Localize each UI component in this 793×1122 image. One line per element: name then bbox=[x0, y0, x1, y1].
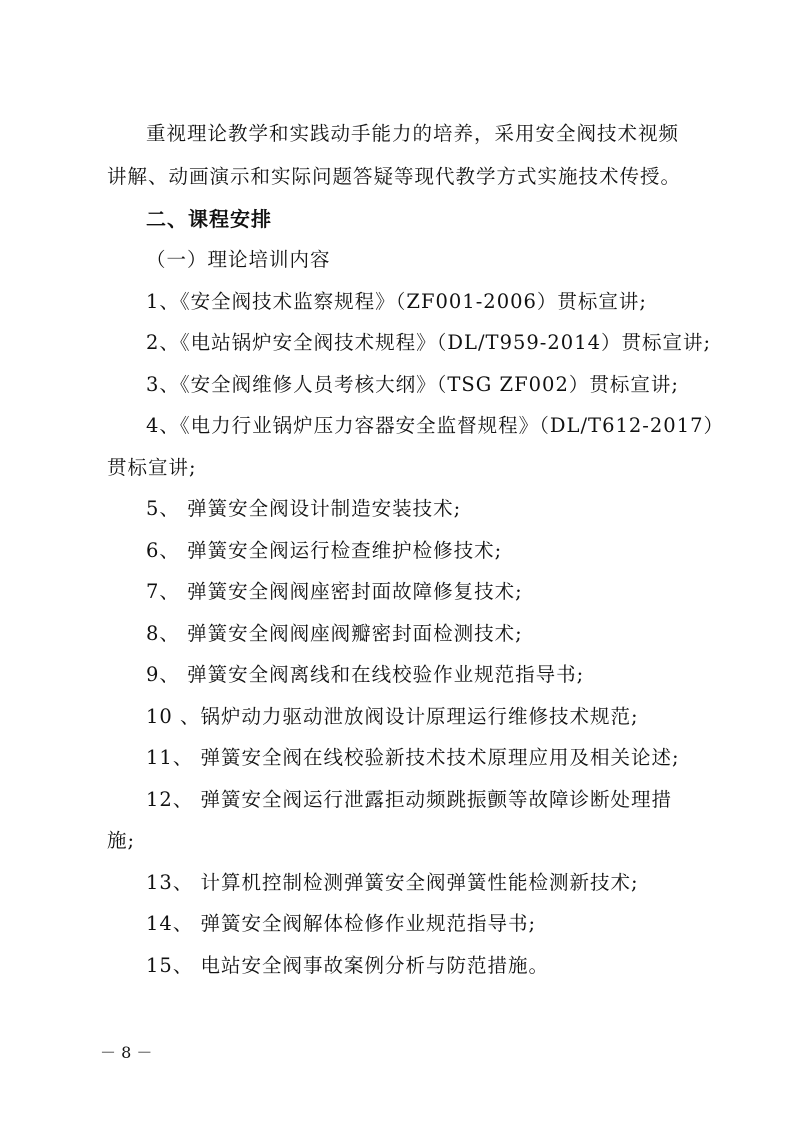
list-item: 12、 弹簧安全阀运行泄露拒动频跳振颤等故障诊断处理措 bbox=[146, 788, 673, 811]
list-item: 13、 计算机控制检测弹簧安全阀弹簧性能检测新技术; bbox=[146, 871, 639, 894]
list-item: 15、 电站安全阀事故案例分析与防范措施。 bbox=[146, 954, 550, 977]
list-item: 1、《安全阀技术监察规程》（ZF001-2006）贯标宣讲; bbox=[146, 290, 647, 313]
list-item: 2、《电站锅炉安全阀技术规程》（DL/T959-2014）贯标宣讲; bbox=[146, 331, 712, 354]
list-item: 4、《电力行业锅炉压力容器安全监督规程》（DL/T612-2017） bbox=[146, 414, 725, 437]
list-item-continuation: 施; bbox=[107, 829, 136, 852]
list-item: 7、 弹簧安全阀阀座密封面故障修复技术; bbox=[146, 580, 523, 603]
list-item: 8、 弹簧安全阀阀座阀瓣密封面检测技术; bbox=[146, 622, 523, 645]
list-item: 3、《安全阀维修人员考核大纲》（TSG ZF002）贯标宣讲; bbox=[146, 373, 679, 396]
section-heading: 二、课程安排 bbox=[146, 207, 272, 231]
page-number: － 8 － bbox=[100, 1043, 153, 1062]
list-item: 11、 弹簧安全阀在线校验新技术技术原理应用及相关论述; bbox=[146, 746, 680, 769]
list-item: 14、 弹簧安全阀解体检修作业规范指导书; bbox=[146, 912, 537, 935]
list-item: 9、 弹簧安全阀离线和在线校验作业规范指导书; bbox=[146, 663, 585, 686]
list-item: 6、 弹簧安全阀运行检查维护检修技术; bbox=[146, 539, 503, 562]
list-item: 5、 弹簧安全阀设计制造安装技术; bbox=[146, 497, 462, 520]
paragraph-line: 重视理论教学和实践动手能力的培养，采用安全阀技术视频 bbox=[146, 122, 680, 145]
list-item: 10 、锅炉动力驱动泄放阀设计原理运行维修技术规范; bbox=[146, 705, 639, 728]
paragraph-line: 讲解、动画演示和实际问题答疑等现代教学方式实施技术传授。 bbox=[107, 165, 682, 188]
list-item-continuation: 贯标宣讲; bbox=[107, 456, 197, 479]
subsection-heading: （一）理论培训内容 bbox=[146, 248, 331, 271]
